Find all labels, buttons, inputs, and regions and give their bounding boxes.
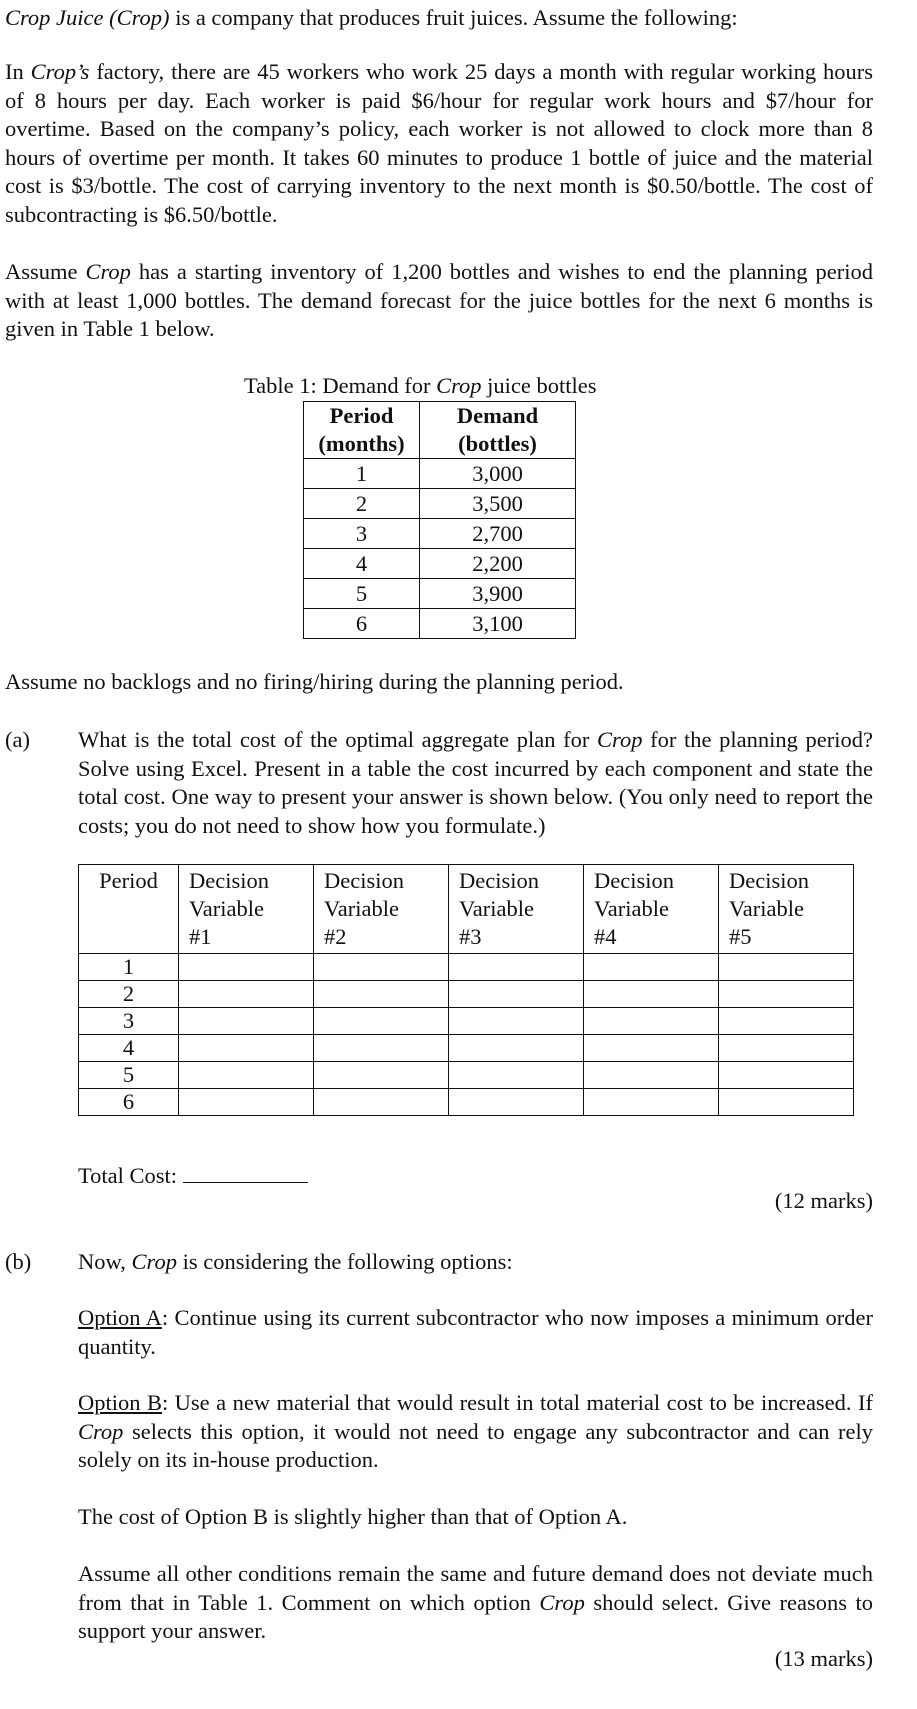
table-row (304, 519, 576, 549)
table1-caption (244, 372, 644, 401)
empty-cell (449, 981, 584, 1008)
question-b-prompt-2: should select. Give reasons to support your answer. (78, 1589, 873, 1643)
question-a-body: for the planning period? Solve using Excel. Present in a table the cost incurred by each component and state the total cost. One way to present your answer is shown below. (You only need to report the costs; you do not need to show how you formulate.) (78, 727, 873, 838)
empty-cell (314, 981, 449, 1008)
empty-cell (584, 1008, 719, 1035)
empty-cell (314, 1089, 449, 1116)
header-decision-variable-1: Decision Variable #1 (179, 865, 314, 954)
empty-cell (449, 1089, 584, 1116)
header-period-line2: (months) (318, 431, 405, 456)
table1-caption-italic: Crop (436, 373, 482, 398)
demand-cell: 2,700 (420, 519, 576, 549)
question-b-prompt-1: Assume all other conditions remain the same and future demand does not deviate much from that in Table 1. Comment on which option (78, 1561, 873, 1615)
empty-cell (584, 954, 719, 981)
empty-cell (179, 1089, 314, 1116)
table-row (79, 954, 854, 981)
header-period: Period (79, 865, 179, 954)
empty-cell (179, 1008, 314, 1035)
demand-cell: 3,500 (420, 489, 576, 519)
empty-cell (719, 954, 854, 981)
demand-table (303, 401, 576, 639)
empty-cell (449, 954, 584, 981)
option-a-label: Option A (78, 1305, 162, 1330)
option-b-text-2: selects this option, it would not need to engage any subcontractor and can rely solely on its in-house production. (78, 1418, 873, 1472)
table-row (79, 1089, 854, 1116)
table-row (304, 579, 576, 609)
question-b-prompt (78, 1560, 873, 1646)
empty-cell (179, 1062, 314, 1089)
question-b-label: (b) (5, 1249, 32, 1274)
total-cost-blank (183, 1160, 308, 1183)
period-cell: 3 (79, 1008, 179, 1035)
period-cell: 6 (79, 1089, 179, 1116)
inventory-paragraph (5, 258, 873, 344)
empty-cell (719, 1008, 854, 1035)
period-cell: 5 (304, 579, 420, 609)
empty-cell (179, 1035, 314, 1062)
question-b-intro-italic: Crop (131, 1249, 177, 1274)
question-a-pre: What is the total cost of the optimal aggregate plan for (78, 727, 598, 752)
assumption-paragraph: Assume no backlogs and no firing/hiring during the planning period. (5, 669, 624, 694)
total-cost-label: Total Cost: (78, 1163, 178, 1188)
header-decision-variable-5: Decision Variable #5 (719, 865, 854, 954)
factory-text: factory, there are 45 workers who work 25 days a month with regular working hours of 8 hours per day. Each worker is paid $6/hour for regular work hours and $7/hour for overtime. Based on the company’s policy, each worker is not allowed to clock more than 8 hours of overtime per month. It takes 60 minutes to produce 1 bottle of juice and the material cost is $3/bottle. The cost of carrying inventory to the next month is $0.50/bottle. The cost of subcontracting is $6.50/bottle. (5, 59, 873, 227)
question-b-intro (78, 1248, 873, 1277)
intro-text: is a company that produces fruit juices. Assume the following: (169, 5, 738, 30)
question-b-intro-post: is considering the following options: (176, 1249, 513, 1274)
empty-cell (314, 1062, 449, 1089)
empty-cell (314, 1008, 449, 1035)
option-b-italic: Crop (78, 1418, 124, 1444)
header-decision-variable-4: Decision Variable #4 (584, 865, 719, 954)
header-period (304, 402, 420, 459)
empty-cell (584, 981, 719, 1008)
header-demand (420, 402, 576, 459)
table-row (79, 1008, 854, 1035)
header-decision-variable-3: Decision Variable #3 (449, 865, 584, 954)
empty-cell (719, 1089, 854, 1116)
demand-table-header (304, 402, 576, 459)
cost-comparison: The cost of Option B is slightly higher than that of Option A. (78, 1504, 628, 1529)
empty-cell (719, 1062, 854, 1089)
answer-table-header (79, 865, 854, 954)
table-row (304, 549, 576, 579)
demand-cell: 2,200 (420, 549, 576, 579)
empty-cell (449, 1035, 584, 1062)
inventory-italic: Crop (85, 259, 131, 284)
period-cell: 4 (304, 549, 420, 579)
question-b-marks: (13 marks) (774, 1646, 873, 1671)
question-a-label: (a) (5, 727, 30, 752)
empty-cell (179, 981, 314, 1008)
empty-cell (179, 954, 314, 981)
option-b-text-1: : Use a new material that would result in total material cost to be increased. If (161, 1390, 873, 1415)
option-a-paragraph (78, 1304, 873, 1361)
header-decision-variable-2: Decision Variable #2 (314, 865, 449, 954)
empty-cell (314, 1035, 449, 1062)
question-a-text (78, 726, 873, 840)
table-row (79, 981, 854, 1008)
option-b-label: Option B (78, 1390, 162, 1415)
period-cell: 4 (79, 1035, 179, 1062)
table-row (304, 459, 576, 489)
empty-cell (314, 954, 449, 981)
inventory-pre: Assume (5, 259, 86, 284)
demand-cell: 3,100 (420, 609, 576, 639)
factory-pre: In (5, 59, 31, 84)
table-row (79, 1035, 854, 1062)
header-period-line1: Period (329, 403, 394, 428)
empty-cell (719, 981, 854, 1008)
empty-cell (449, 1008, 584, 1035)
period-cell: 1 (304, 459, 420, 489)
company-name: Crop Juice (Crop) (5, 5, 170, 30)
demand-cell: 3,900 (420, 579, 576, 609)
question-a-italic: Crop (597, 727, 643, 752)
demand-cell: 3,000 (420, 459, 576, 489)
period-cell: 2 (79, 981, 179, 1008)
period-cell: 6 (304, 609, 420, 639)
question-b-prompt-italic: Crop (539, 1589, 585, 1615)
empty-cell (449, 1062, 584, 1089)
option-b-paragraph (78, 1389, 873, 1475)
factory-paragraph (5, 58, 873, 229)
table-row (79, 1062, 854, 1089)
table-row (304, 489, 576, 519)
period-cell: 5 (79, 1062, 179, 1089)
header-demand-line1: Demand (456, 403, 539, 428)
empty-cell (584, 1062, 719, 1089)
empty-cell (719, 1035, 854, 1062)
empty-cell (584, 1089, 719, 1116)
table-row (304, 609, 576, 639)
table1-caption-post: juice bottles (481, 373, 597, 398)
total-cost-line (78, 1160, 308, 1191)
period-cell: 1 (79, 954, 179, 981)
table1-caption-pre: Table 1: Demand for (244, 373, 437, 398)
intro-paragraph (5, 4, 873, 33)
question-a-marks: (12 marks) (774, 1188, 873, 1213)
option-a-text: : Continue using its current subcontractor who now imposes a minimum order quantity. (78, 1305, 873, 1359)
header-demand-line2: (bottles) (458, 431, 537, 456)
answer-template-table (78, 864, 854, 1116)
inventory-text: has a starting inventory of 1,200 bottles and wishes to end the planning period with at least 1,000 bottles. The demand forecast for the juice bottles for the next 6 months is given in Table 1 below. (5, 259, 874, 341)
period-cell: 2 (304, 489, 420, 519)
period-cell: 3 (304, 519, 420, 549)
factory-italic: Crop’s (30, 59, 90, 84)
question-b-intro-pre: Now, (78, 1249, 132, 1274)
empty-cell (584, 1035, 719, 1062)
